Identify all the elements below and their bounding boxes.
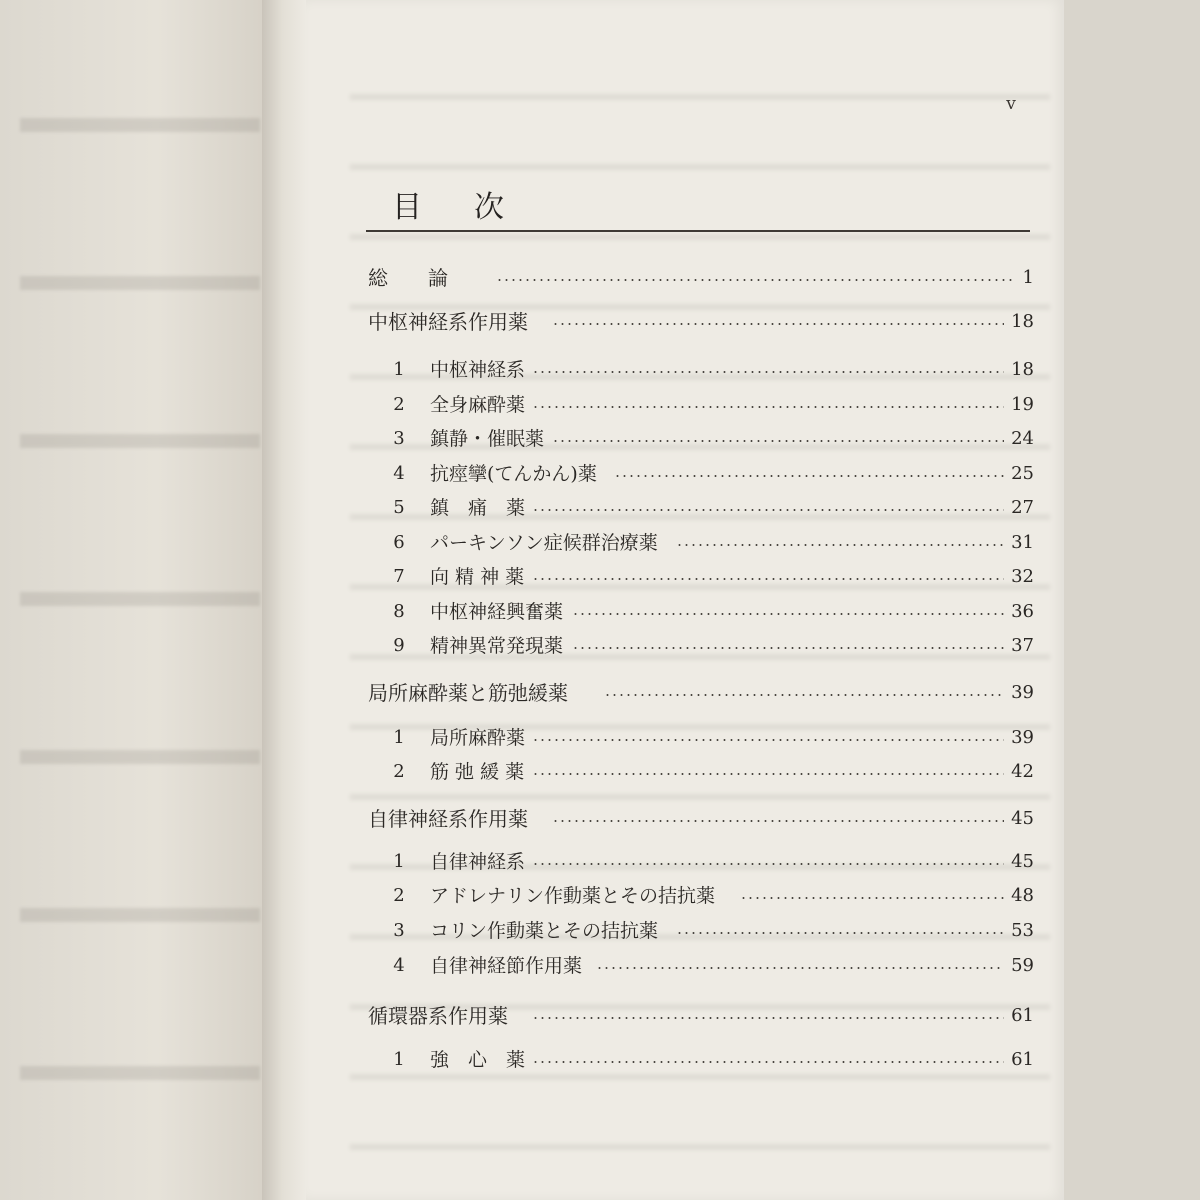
entry-title: 局所麻酔薬 bbox=[430, 727, 526, 749]
entry-page-number: 39 bbox=[1011, 727, 1034, 748]
leader-dots bbox=[572, 613, 1004, 615]
leader-dots bbox=[572, 647, 1004, 649]
entry-title: パーキンソン症候群治療薬 bbox=[430, 532, 658, 554]
entry-page-number: 53 bbox=[1011, 920, 1034, 941]
entry-title: 精神異常発現薬 bbox=[430, 635, 564, 657]
entry-page-number: 27 bbox=[1011, 497, 1034, 518]
entry-page-number: 24 bbox=[1011, 428, 1034, 449]
leader-dots bbox=[614, 475, 1004, 477]
entry-title: 自律神経節作用薬 bbox=[430, 955, 583, 977]
toc-section-entry bbox=[0, 880, 1200, 912]
entry-title: 自律神経系 bbox=[430, 851, 526, 873]
section-number: 1 bbox=[393, 727, 405, 748]
section-number: 2 bbox=[393, 394, 405, 415]
toc-chapter-entry bbox=[0, 306, 1200, 338]
entry-page-number: 19 bbox=[1011, 394, 1034, 415]
entry-page-number: 36 bbox=[1011, 601, 1034, 622]
entry-page-number: 31 bbox=[1011, 532, 1034, 553]
entry-title: 全身麻酔薬 bbox=[430, 394, 526, 416]
leader-dots bbox=[532, 773, 1004, 775]
entry-title: 自律神経系作用薬 bbox=[368, 807, 528, 831]
toc-section-entry bbox=[0, 492, 1200, 524]
section-number: 2 bbox=[393, 885, 405, 906]
toc-section-entry bbox=[0, 527, 1200, 559]
entry-title: 中枢神経系作用薬 bbox=[368, 310, 528, 334]
toc-section-entry bbox=[0, 1044, 1200, 1076]
entry-page-number: 42 bbox=[1011, 761, 1034, 782]
entry-title: コリン作動薬とその拮抗薬 bbox=[430, 920, 659, 942]
toc-chapter-entry bbox=[0, 803, 1200, 835]
section-number: 1 bbox=[393, 851, 405, 872]
entry-title: 総 論 bbox=[368, 266, 448, 290]
toc-section-entry bbox=[0, 354, 1200, 386]
leader-dots bbox=[740, 897, 1004, 899]
toc-section-entry bbox=[0, 458, 1200, 490]
toc-section-entry bbox=[0, 389, 1200, 421]
toc-section-entry bbox=[0, 596, 1200, 628]
toc-heading: 目次 bbox=[392, 190, 556, 225]
toc-chapter-entry bbox=[0, 262, 1200, 294]
entry-page-number: 61 bbox=[1011, 1049, 1034, 1070]
entry-page-number: 1 bbox=[1022, 267, 1034, 288]
toc-section-entry bbox=[0, 950, 1200, 982]
entry-page-number: 18 bbox=[1011, 311, 1034, 332]
leader-dots bbox=[532, 1061, 1004, 1063]
entry-page-number: 61 bbox=[1011, 1005, 1034, 1026]
toc-section-entry bbox=[0, 630, 1200, 662]
entry-title: 循環器系作用薬 bbox=[368, 1004, 508, 1028]
entry-page-number: 39 bbox=[1011, 682, 1034, 703]
page-number: v bbox=[1006, 94, 1016, 114]
leader-dots bbox=[552, 440, 1004, 442]
leader-dots bbox=[596, 967, 1004, 969]
entry-page-number: 48 bbox=[1011, 885, 1034, 906]
section-number: 1 bbox=[393, 359, 405, 380]
section-number: 4 bbox=[393, 463, 405, 484]
entry-page-number: 59 bbox=[1011, 955, 1034, 976]
entry-title: アドレナリン作動薬とその拮抗薬 bbox=[430, 885, 716, 907]
entry-page-number: 32 bbox=[1011, 566, 1034, 587]
section-number: 4 bbox=[393, 955, 405, 976]
section-number: 1 bbox=[393, 1049, 405, 1070]
toc-section-entry bbox=[0, 846, 1200, 878]
entry-page-number: 25 bbox=[1011, 463, 1034, 484]
leader-dots bbox=[532, 863, 1004, 865]
section-number: 2 bbox=[393, 761, 405, 782]
leader-dots bbox=[676, 932, 1004, 934]
toc-section-entry bbox=[0, 756, 1200, 788]
entry-title: 中枢神経系 bbox=[430, 359, 526, 381]
entry-title: 局所麻酔薬と筋弛緩薬 bbox=[368, 681, 568, 705]
leader-dots bbox=[604, 694, 1004, 696]
leader-dots bbox=[532, 371, 1004, 373]
section-number: 8 bbox=[393, 601, 405, 622]
section-number: 9 bbox=[393, 635, 405, 656]
leader-dots bbox=[532, 406, 1004, 408]
entry-page-number: 45 bbox=[1011, 808, 1034, 829]
entry-title: 抗痙攣(てんかん)薬 bbox=[430, 463, 597, 485]
section-number: 5 bbox=[393, 497, 405, 518]
entry-title: 強 心 薬 bbox=[430, 1049, 526, 1071]
section-number: 6 bbox=[393, 532, 405, 553]
entry-title: 鎮静・催眠薬 bbox=[430, 428, 545, 450]
toc-section-entry bbox=[0, 915, 1200, 947]
leader-dots bbox=[532, 1017, 1004, 1019]
leader-dots bbox=[532, 739, 1004, 741]
section-number: 3 bbox=[393, 920, 405, 941]
leader-dots bbox=[552, 323, 1004, 325]
entry-title: 筋 弛 緩 薬 bbox=[430, 761, 525, 783]
toc-section-entry bbox=[0, 561, 1200, 593]
section-number: 3 bbox=[393, 428, 405, 449]
leader-dots bbox=[552, 820, 1004, 822]
entry-page-number: 37 bbox=[1011, 635, 1034, 656]
entry-title: 鎮 痛 薬 bbox=[430, 497, 526, 519]
toc-chapter-entry bbox=[0, 1000, 1200, 1032]
leader-dots bbox=[532, 509, 1004, 511]
leader-dots bbox=[496, 279, 1012, 281]
leader-dots bbox=[676, 544, 1004, 546]
toc-section-entry bbox=[0, 722, 1200, 754]
entry-page-number: 18 bbox=[1011, 359, 1034, 380]
entry-title: 中枢神経興奮薬 bbox=[430, 601, 564, 623]
toc-section-entry bbox=[0, 423, 1200, 455]
section-number: 7 bbox=[393, 566, 405, 587]
toc-chapter-entry bbox=[0, 677, 1200, 709]
entry-page-number: 45 bbox=[1011, 851, 1034, 872]
entry-title: 向 精 神 薬 bbox=[430, 566, 525, 588]
leader-dots bbox=[532, 578, 1004, 580]
